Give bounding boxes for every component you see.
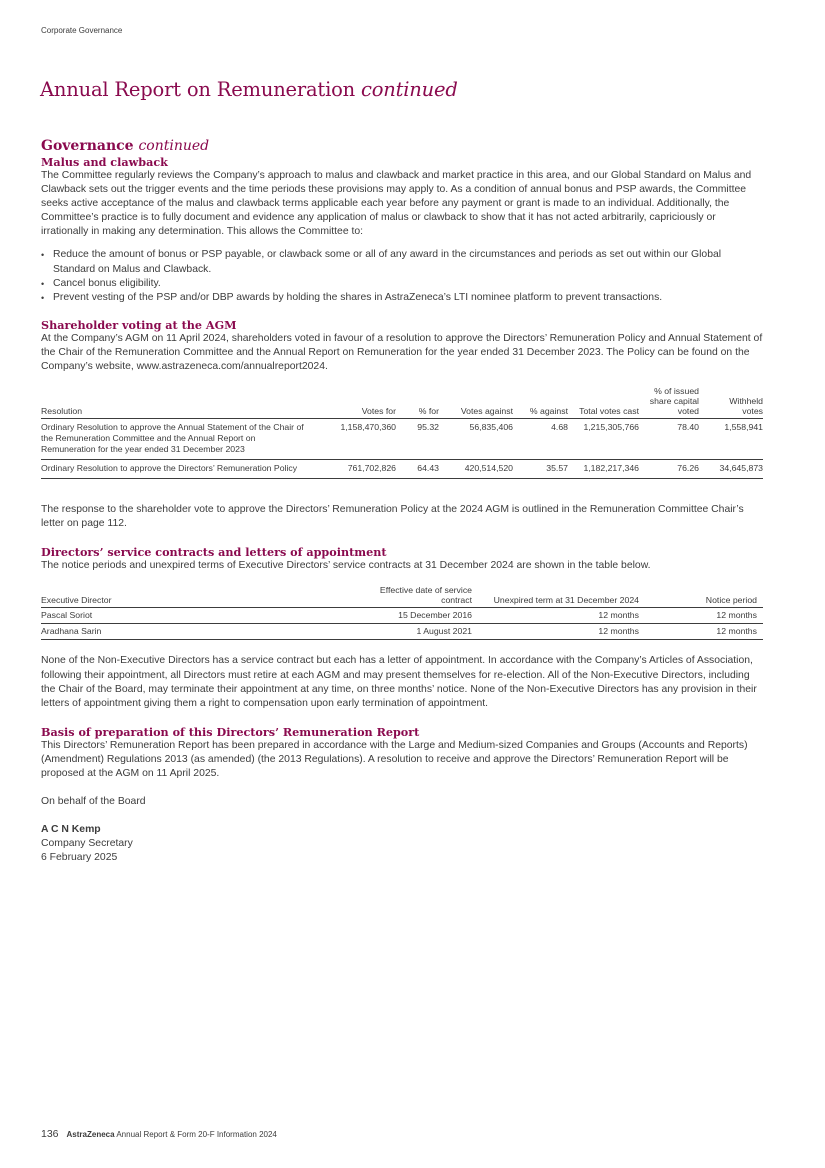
service-contracts-table (41, 585, 763, 640)
page-title (40, 78, 458, 101)
page-footer (41, 1128, 277, 1140)
malus-heading: Malus and clawback (41, 155, 168, 169)
votes-against-cell: 56,835,406 (439, 419, 513, 460)
pct-issued-cell: 78.40 (639, 419, 699, 460)
column-header: Votes against (439, 386, 513, 419)
withheld-cell: 34,645,873 (699, 460, 763, 479)
pct-issued-cell: 76.26 (639, 460, 699, 479)
signatory-role: Company Secretary (41, 838, 133, 850)
table-row (41, 624, 763, 640)
malus-bullet: • Cancel bonus eligibility. (53, 277, 763, 291)
column-header: Executive Director (41, 585, 299, 608)
notice-period-cell: 12 months (639, 624, 763, 640)
contracts-body: None of the Non-Executive Directors has a service contract but each has a letter of appointment. In accordance with the Company’s Articles of Association, following their appointment, all Directors must retire at each AGM and may present themselves for re-election. All of the Non-Executive Directors, including the Chair of the Board, may terminate their appointment at any time, on three months’ notice. None of the Non-Executive Directors has any provision in their letters of appointment giving them a right to compensation upon early termination of appointment. (41, 655, 757, 709)
director-name-cell: Aradhana Sarin (41, 624, 299, 640)
unexpired-term-cell: 12 months (472, 608, 639, 624)
voting-heading: Shareholder voting at the AGM (41, 317, 237, 332)
notice-period-cell: 12 months (639, 608, 763, 624)
governance-continued: continued (138, 138, 210, 154)
column-header: Votes for (319, 386, 396, 419)
resolution-cell: Ordinary Resolution to approve the Annual Statement of the Chair of the Remuneration Committee and the Annual Report on Remuneration for the year ended 31 December 2023 (41, 419, 319, 460)
page-number: 136 (41, 1128, 59, 1140)
column-header: Resolution (41, 386, 319, 419)
pct-for-cell: 64.43 (396, 460, 439, 479)
table-row (41, 460, 763, 479)
column-header: % of issued share capital voted (639, 386, 699, 419)
column-header: Notice period (639, 585, 763, 608)
malus-bullet-list (41, 248, 763, 304)
main-content (41, 138, 763, 865)
total-votes-cell: 1,215,305,766 (568, 419, 639, 460)
on-behalf-text: On behalf of the Board (41, 796, 146, 808)
page-title-continued: continued (361, 78, 458, 101)
page-title-main: Annual Report on Remuneration (40, 78, 356, 101)
section-label: Corporate Governance (41, 26, 123, 35)
footer-document-title: Annual Report & Form 20-F Information 2024 (116, 1130, 277, 1139)
contracts-intro: The notice periods and unexpired terms of Executive Directors’ service contracts at 31 December 2024 are shown in the table below. (41, 560, 651, 572)
malus-bullet: • Reduce the amount of bonus or PSP payable, or clawback some or all of any award in the circumstances and periods as set out within our Global Standard on Malus and Clawback. (53, 248, 763, 276)
voting-results-table (41, 386, 763, 479)
pct-for-cell: 95.32 (396, 419, 439, 460)
table-header-row (41, 386, 763, 419)
table-row (41, 419, 763, 460)
contract-date-cell: 1 August 2021 (299, 624, 472, 640)
resolution-cell: Ordinary Resolution to approve the Directors’ Remuneration Policy (41, 460, 319, 479)
column-header: % against (513, 386, 568, 419)
contracts-heading: Directors’ service contracts and letters of appointment (41, 545, 387, 560)
withheld-cell: 1,558,941 (699, 419, 763, 460)
vote-response-text: The response to the shareholder vote to approve the Directors’ Remuneration Policy at the 2024 AGM is outlined in the Remuneration Committee Chair’s letter on page 112. (41, 504, 744, 530)
director-name-cell: Pascal Soriot (41, 608, 299, 624)
column-header: Effective date of service contract (299, 585, 472, 608)
unexpired-term-cell: 12 months (472, 624, 639, 640)
votes-for-cell: 761,702,826 (319, 460, 396, 479)
governance-heading (41, 138, 763, 155)
basis-heading: Basis of preparation of this Directors’ Remuneration Report (41, 724, 420, 739)
basis-body: This Directors’ Remuneration Report has been prepared in accordance with the Large and Medium-sized Companies and Groups (Accounts and Reports) (Amendment) Regulations 2013 (as amended) (the 2013 Regulations). A resolution to receive and approve the Directors’ Remuneration Report will be proposed at the AGM on 11 April 2025. (41, 739, 748, 779)
total-votes-cell: 1,182,217,346 (568, 460, 639, 479)
pct-against-cell: 4.68 (513, 419, 568, 460)
footer-brand: AstraZeneca (66, 1130, 115, 1139)
voting-body: At the Company’s AGM on 11 April 2024, shareholders voted in favour of a resolution to approve the Directors’ Remuneration Policy and Annual Statement of the Chair of the Remuneration Committee and the Annual Report on Remuneration for the year ended 31 December 2023. The Policy can be found on the Company’s website, www.astrazeneca.com/annualreport2024. (41, 332, 763, 373)
column-header: % for (396, 386, 439, 419)
table-header-row (41, 585, 763, 608)
table-row (41, 608, 763, 624)
signatory-name: A C N Kemp (41, 824, 101, 836)
votes-against-cell: 420,514,520 (439, 460, 513, 479)
contract-date-cell: 15 December 2016 (299, 608, 472, 624)
governance-heading-text: Governance (41, 138, 134, 154)
column-header: Total votes cast (568, 386, 639, 419)
column-header: Unexpired term at 31 December 2024 (472, 585, 639, 608)
pct-against-cell: 35.57 (513, 460, 568, 479)
malus-body: The Committee regularly reviews the Company’s approach to malus and clawback and market practice in this area, and our Global Standard on Malus and Clawback sets out the trigger events and the time periods these provisions may apply to. As a condition of annual bonus and PSP awards, the Committee seeks active acceptance of the malus and clawback terms applicable each year before any payment or grant is made to an individual. Additionally, the Committee’s practice is to fully document and evidence any application of malus or clawback to show that it has not acted arbitrarily, capriciously or irrationally in making any determination. This allows the Committee to: (41, 170, 752, 238)
votes-for-cell: 1,158,470,360 (319, 419, 396, 460)
column-header: Withheld votes (699, 386, 763, 419)
malus-bullet: • Prevent vesting of the PSP and/or DBP awards by holding the shares in AstraZeneca’s LTI nominee platform to prevent transactions. (53, 291, 763, 305)
signoff-date: 6 February 2025 (41, 852, 118, 864)
